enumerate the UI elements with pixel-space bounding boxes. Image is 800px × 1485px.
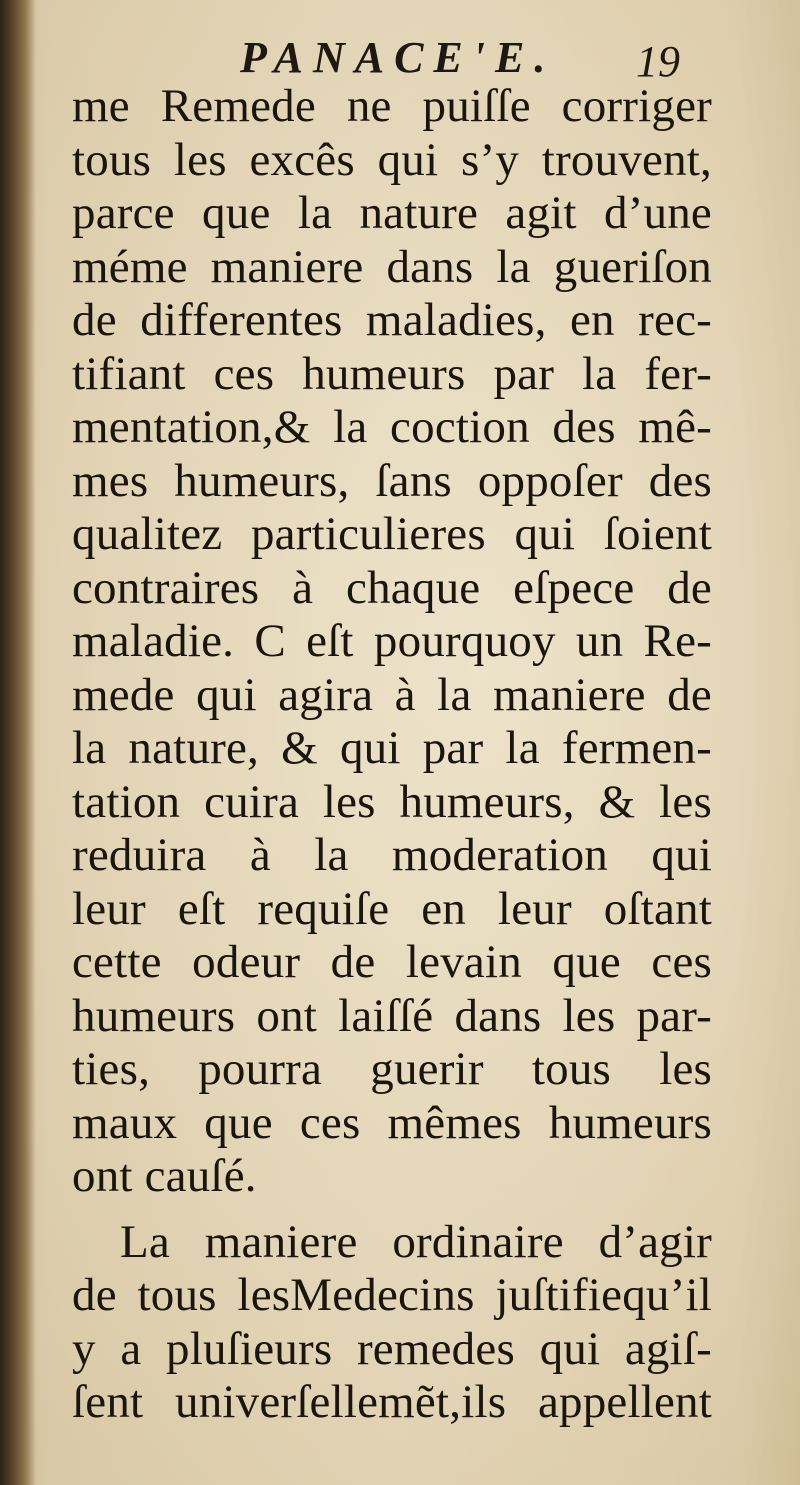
text-line: me Remede ne puiſſe corriger [72, 80, 712, 132]
text-line: tifiant ces humeurs par la fer- [72, 347, 712, 400]
text-line: tation cuira les humeurs, & les [72, 775, 712, 828]
text-line: ſent univerſellemẽt,ils appellent [72, 1376, 712, 1428]
text-line: cette odeur de levain que ces [72, 936, 712, 988]
body-text [72, 80, 712, 1430]
page-number: 19 [636, 37, 680, 86]
text-line: maladie. C eſt pourquoy un Re- [72, 615, 712, 667]
paragraph-2 [72, 1216, 712, 1430]
text-line: de tous lesMedecins juſtifiequ’il [72, 1269, 712, 1321]
paragraph-1 [72, 80, 712, 1204]
text-line: mes humeurs, ſans oppoſer des [72, 454, 712, 507]
text-line: leur eſt requiſe en leur oſtant [72, 882, 712, 935]
text-line: ties, pourra guerir tous les [72, 1043, 712, 1095]
text-line: ont cauſé. [72, 1150, 257, 1202]
text-line: maux que ces mêmes humeurs [72, 1096, 712, 1149]
paragraph-gap [72, 1204, 712, 1216]
running-title: PANACE'E. [240, 33, 556, 82]
text-line: parce que la nature agit d’une [72, 187, 712, 239]
text-line: mentation,& la coction des mê- [72, 401, 712, 453]
text-line: tous les excês qui s’y trouvent, [72, 133, 712, 186]
binding-gutter [0, 0, 36, 1485]
text-line: méme maniere dans la gueriſon [72, 240, 712, 293]
text-line: la nature, & qui par la fermen- [72, 722, 712, 774]
text-line: y a pluſieurs remedes qui agiſ- [72, 1322, 712, 1375]
text-line: humeurs ont laiſſé dans les par- [72, 989, 712, 1042]
text-line: reduira à la moderation qui [72, 829, 712, 881]
text-line: La maniere ordinaire d’agir [120, 1215, 712, 1268]
text-line: contraires à chaque eſpece de [72, 561, 712, 614]
text-line: mede qui agira à la maniere de [72, 668, 712, 721]
text-line: de differentes maladies, en rec- [72, 294, 712, 346]
text-line: qualitez particulieres qui ſoient [72, 508, 712, 560]
